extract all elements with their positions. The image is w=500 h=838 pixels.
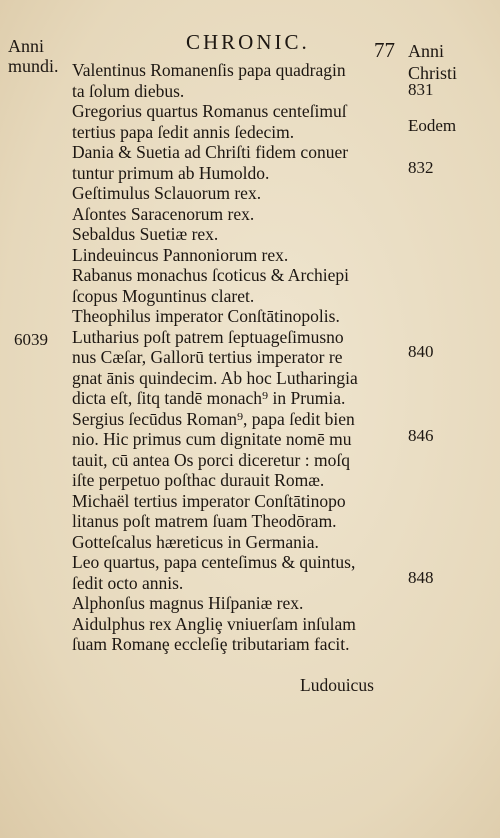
- text-line: Aſontes Saracenorum rex.: [72, 203, 255, 224]
- text-line: Dania & Suetia ad Chriſti fidem conuer: [72, 142, 349, 162]
- page-number: 77: [374, 38, 395, 62]
- header-right-word-2: Christi: [408, 63, 458, 83]
- text-line: iſte perpetuo poſthac durauit Romæ.: [72, 470, 325, 490]
- text-line: ſedit octo annis.: [72, 572, 184, 593]
- header-right-word-1: Anni: [408, 41, 444, 61]
- header-right-anni-christi: [408, 40, 472, 84]
- text-line: Leo quartus, papa centeſimus & quintus,: [72, 552, 356, 572]
- text-line: Lutharius poſt patrem ſeptuageſimusno: [72, 326, 344, 347]
- catchword: Ludouicus: [300, 675, 374, 695]
- margin-eodem: Eodem: [408, 116, 457, 135]
- margin-year-christi: 848: [408, 568, 434, 587]
- margin-year-christi: 831: [408, 80, 434, 99]
- text-line: Gotteſcalus hæreticus in Germania.: [72, 531, 319, 552]
- chronicle-text: [72, 60, 402, 655]
- text-line: tertius papa ſedit annis ſedecim.: [72, 121, 295, 142]
- text-line: ta ſolum diebus.: [72, 80, 185, 101]
- text-line: Alphonſus magnus Hiſpaniæ rex.: [72, 593, 304, 613]
- text-line: nus Cæſar, Gallorū tertius imperator re: [72, 347, 343, 367]
- text-line: Sebaldus Suetiæ rex.: [72, 224, 219, 244]
- text-line: ſuam Romanȩ eccleſiȩ tributariam facit.: [72, 634, 350, 654]
- header-left-word-2: mundi.: [8, 56, 59, 76]
- text-line: litanus poſt matrem ſuam Theodōram.: [72, 511, 337, 531]
- margin-year-christi: 840: [408, 342, 434, 361]
- text-line: gnat ānis quindecim. Ab hoc Lutharingia: [72, 367, 358, 388]
- text-line: Valentinus Romanenſis papa quadragin: [72, 60, 346, 80]
- text-line: Aidulphus rex Angliȩ vniuerſam inſulam: [72, 613, 356, 634]
- text-line: nio. Hic primus cum dignitate nomē mu: [72, 429, 352, 449]
- text-line: tuntur primum ab Humoldo.: [72, 162, 270, 183]
- margin-year-christi: 832: [408, 158, 434, 177]
- text-line: Rabanus monachus ſcoticus & Archiepi: [72, 265, 350, 285]
- text-line: Michaël tertius imperator Conſtātinopo: [72, 490, 346, 511]
- running-title: CHRONIC.: [186, 30, 310, 54]
- text-line: Sergius ſecūdus Roman⁹, papa ſedit bien: [72, 408, 355, 429]
- text-line: Geſtimulus Sclauorum rex.: [72, 183, 262, 203]
- text-line: Lindeuincus Pannoniorum rex.: [72, 244, 289, 265]
- text-line: dicta eſt, ſitq tandē monach⁹ in Prumia.: [72, 388, 346, 408]
- text-line: Gregorius quartus Romanus centeſimuſ: [72, 101, 347, 121]
- header-left-word-1: Anni: [8, 36, 44, 56]
- margin-year-mundi: 6039: [14, 330, 48, 349]
- text-line: Theophilus imperator Conſtātinopolis.: [72, 306, 340, 326]
- text-line: tauit, cū antea Os porci diceretur : moſq: [72, 449, 350, 470]
- text-line: ſcopus Moguntinus claret.: [72, 285, 255, 306]
- margin-year-christi: 846: [408, 426, 434, 445]
- header-left-anni-mundi: [8, 36, 68, 76]
